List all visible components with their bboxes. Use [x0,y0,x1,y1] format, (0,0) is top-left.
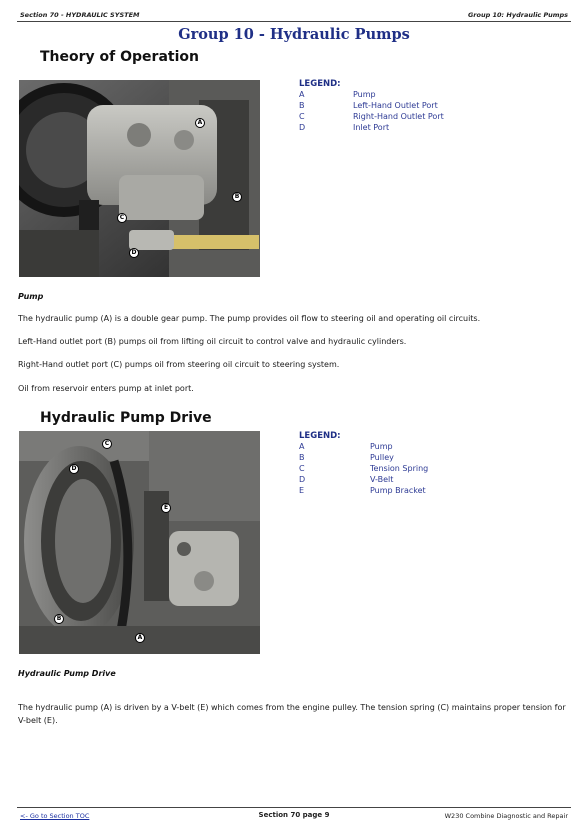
callout-c: C [102,439,112,449]
header-group: Group 10: Hydraulic Pumps [467,11,568,19]
legend-key: E [299,486,305,495]
footer-title: W230 Combine Diagnostic and Repair [444,812,568,820]
legend-label: Right-Hand Outlet Port [353,112,444,121]
legend-key: D [299,123,306,132]
callout-a: A [135,633,145,643]
callout-d: D [129,248,139,258]
theory-legend [299,79,519,139]
legend-title: LEGEND: [299,431,341,441]
page-title: Group 10 - Hydraulic Pumps [178,26,410,43]
legend-label: Tension Spring [370,464,429,473]
legend-label: Inlet Port [353,123,390,132]
paragraph: The hydraulic pump (A) is driven by a V-belt (E) which comes from the engine pulley. The tension spring (C) maintains proper tension for V-belt (E). [18,703,566,725]
paragraph: The hydraulic pump (A) is a double gear pump. The pump provides oil flow to steering oil and operating oil circuits. [18,314,481,323]
section-toc-link[interactable]: <- Go to Section TOC [20,812,90,820]
legend-label: Pump Bracket [370,486,426,495]
legend-label: Pulley [370,453,394,462]
footer-rule [17,807,571,808]
callout-c: C [117,213,127,223]
legend-label: V-Belt [370,475,394,484]
legend-key: D [299,475,306,484]
callout-b: B [232,192,242,202]
legend-label: Pump [370,442,393,451]
legend-key: C [299,112,305,121]
callout-e: E [161,503,171,513]
drive-legend [299,431,519,501]
callout-a: A [195,118,205,128]
header-section: Section 70 - HYDRAULIC SYSTEM [20,11,140,19]
callout-d: D [69,464,79,474]
legend-label: Left-Hand Outlet Port [353,101,438,110]
callout-b: B [54,614,64,624]
drive-heading: Hydraulic Pump Drive [40,410,212,426]
legend-key: B [299,101,305,110]
pump-subheading: Pump [18,292,44,301]
paragraph: Left-Hand outlet port (B) pumps oil from lifting oil circuit to control valve and hydraulic cylinders. [18,337,407,346]
legend-key: A [299,90,305,99]
page-number: Section 70 page 9 [258,811,330,819]
theory-heading: Theory of Operation [40,49,199,65]
pump-drive-photo [19,431,260,654]
header-rule [17,21,571,22]
legend-key: A [299,442,305,451]
legend-label: Pump [353,90,376,99]
legend-title: LEGEND: [299,79,341,89]
legend-key: C [299,464,305,473]
paragraph: Oil from reservoir enters pump at inlet port. [18,384,194,393]
pump-photo [19,80,260,277]
drive-subheading: Hydraulic Pump Drive [18,669,116,678]
legend-key: B [299,453,305,462]
paragraph: Right-Hand outlet port (C) pumps oil from steering oil circuit to steering system. [18,360,340,369]
